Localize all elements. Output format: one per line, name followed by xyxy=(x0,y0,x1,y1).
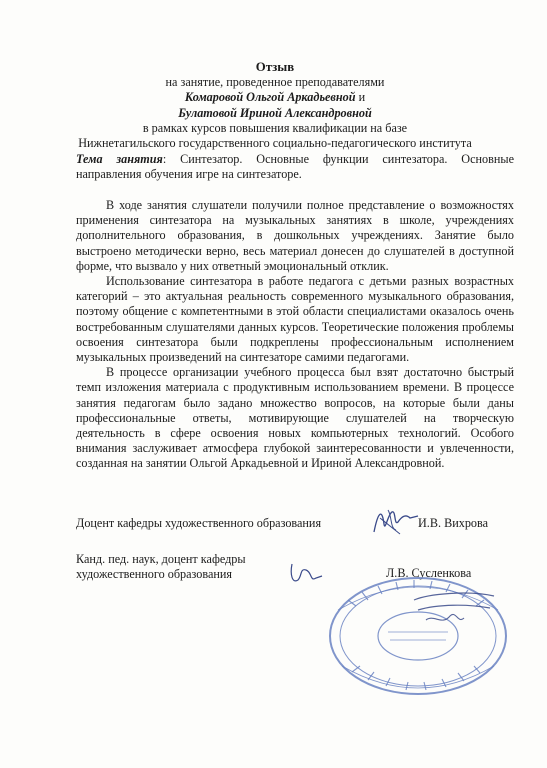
body-paragraph-1: В ходе занятия слушатели получили полное представление о возможностях применения синтезатора на музыкальных занятиях в школе, учреждениях дополнительного образования, в дошкольных учреждениях. Занятие было выстроено методически верно, весь материал донесен до слушателей в доступной форме, что вызвало у них ответный эмоциональный отклик. xyxy=(76,198,514,273)
body-paragraph-2: Использование синтезатора в работе педагога с детьми разных возрастных категорий – это актуальная реальность современного музыкального образования, поэтому общение с компетентными в этой области специалистами оказалось очень востребованным слушателями данных курсов. Теоретические положения проблемы освоения синтезатора были подкреплены профессиональным исполнением музыкальных произведений на синтезаторе самими педагогами. xyxy=(76,274,514,365)
review-body xyxy=(76,198,514,472)
topic-text: : Синтезатор. Основные функции синтезатора. Основные направления обучения игре на синтезаторе. xyxy=(76,152,514,182)
header-line-4: в рамках курсов повышения квалификации на базе xyxy=(142,120,408,135)
signer-1-name: И.В. Вихрова xyxy=(418,516,489,530)
lesson-topic xyxy=(76,152,514,182)
header-conjunction: и xyxy=(355,90,366,105)
teacher-1-name: Комаровой Ольгой Аркадьевной xyxy=(184,90,356,105)
signer-2-role-line-1: Канд. пед. наук, доцент кафедры xyxy=(76,552,246,566)
official-round-stamp-icon xyxy=(318,570,528,700)
signer-1-role: Доцент кафедры художественного образования xyxy=(76,516,322,530)
signer-2-role-line-2: художественного образования xyxy=(76,566,233,581)
signer-2-role xyxy=(76,552,246,581)
document-header xyxy=(40,60,510,151)
body-paragraph-3: В процессе организации учебного процесса был взят достаточно быстрый темп изложения материала с продуктивным использованием времени. В процессе занятия педагогам было задано множество вопросов, на которые были даны профессиональные ответы, мотивирующие слушателей на творческую деятельность в сфере освоения новых компьютерных технологий. Особого внимания заслуживает атмосфера глубокой заинтересованности и увлеченности, созданная на занятии Ольгой Аркадьевной и Ириной Александровной. xyxy=(76,365,514,471)
handwritten-signature-1-icon xyxy=(370,504,422,538)
header-line-5: Нижнетагильского государственного социально-педагогического института xyxy=(78,136,472,151)
topic-label: Тема занятия xyxy=(76,152,163,166)
signature-block-1 xyxy=(76,516,516,536)
header-line-1: на занятие, проведенное преподавателями xyxy=(165,75,385,90)
document-title: Отзыв xyxy=(255,60,295,74)
teacher-2-name: Булатовой Ириной Александровной xyxy=(178,105,372,120)
header-teacher-1-line xyxy=(40,90,510,105)
signer-2-name: Л.В. Сусленкова xyxy=(386,566,472,580)
